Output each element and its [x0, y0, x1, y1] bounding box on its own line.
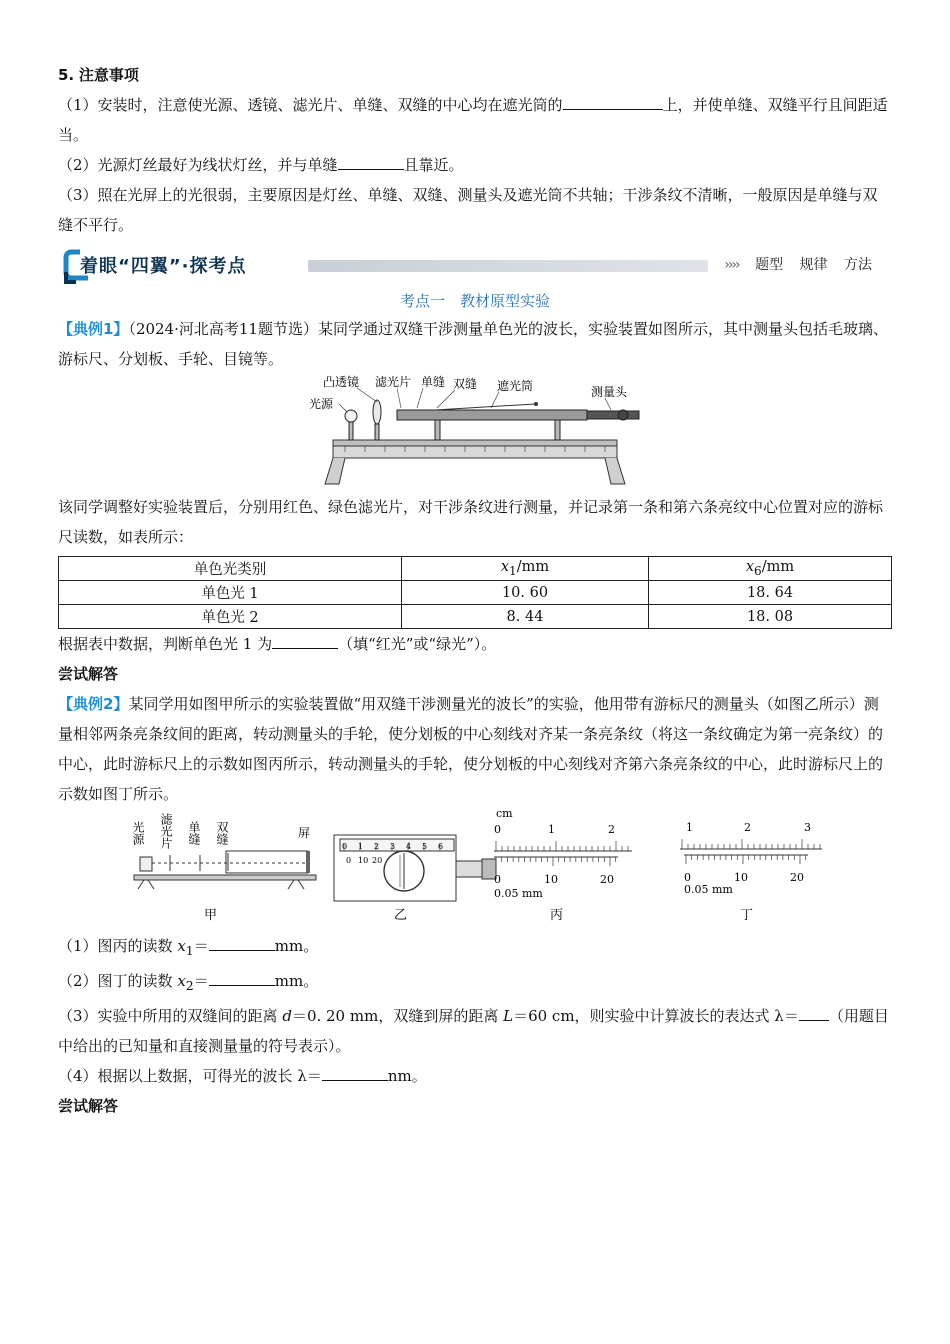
table-cell: 单色光 1	[59, 581, 402, 605]
jia-label: 屏	[298, 826, 311, 840]
notes-item-1	[58, 90, 892, 150]
example2-tag: 【典例2】	[58, 695, 129, 713]
label-measure-head: 测量头	[591, 385, 628, 399]
q1-var: x	[177, 937, 186, 955]
q3-L: L	[503, 1007, 514, 1025]
q3-d2: （用题目中给出的已知量和直接测量量的符号表示）。	[58, 1007, 889, 1055]
banner-bar	[308, 260, 708, 272]
q2-var: x	[177, 972, 186, 990]
banner-tag: 题型	[755, 257, 784, 273]
q1-post: mm。	[274, 937, 319, 955]
header-sub: 1	[509, 563, 517, 578]
header-sub: 6	[754, 563, 762, 578]
figure-ding	[680, 821, 822, 923]
q1-eq: ＝	[193, 937, 209, 955]
svg-text:2: 2	[744, 821, 751, 834]
svg-text:10: 10	[358, 856, 369, 865]
notes-item-1-pre: （1）安装时，注意使光源、透镜、滤光片、单缝、双缝的中心均在遮光筒的	[58, 96, 563, 114]
svg-text:1: 1	[548, 823, 555, 836]
svg-text:0: 0	[494, 873, 501, 886]
answer-blank[interactable]	[563, 93, 663, 110]
banner-title: 着眼“四翼”·探考点	[80, 256, 247, 277]
svg-text:5: 5	[422, 842, 428, 851]
svg-text:0: 0	[342, 842, 348, 851]
q3-d: d	[282, 1007, 292, 1025]
q2-sub: 2	[185, 978, 194, 993]
svg-text:20: 20	[600, 873, 614, 886]
q4-post: nm。	[387, 1067, 427, 1085]
table-row	[59, 581, 892, 605]
svg-text:10: 10	[734, 871, 748, 884]
notes-heading-text: 注意事项	[78, 66, 139, 84]
svg-text:1: 1	[358, 842, 364, 851]
svg-text:6: 6	[438, 842, 444, 851]
header-unit: /mm	[761, 559, 795, 576]
svg-text:10: 10	[544, 873, 558, 886]
caption-yi: 乙	[394, 908, 408, 923]
q2-post: mm。	[274, 972, 319, 990]
section-banner	[58, 248, 892, 288]
jia-label: 滤光片	[159, 813, 173, 849]
try-answer-label: 尝试解答	[58, 1097, 119, 1115]
table-cell: 18. 08	[649, 605, 892, 629]
svg-text:0: 0	[684, 871, 691, 884]
svg-text:4: 4	[406, 842, 412, 851]
notes-item-3: （3）照在光屏上的光很弱，主要原因是灯丝、单缝、双缝、测量头及遮光筒不共轴；干涉条纹不清晰，一般原因是单缝与双缝不平行。	[58, 186, 878, 234]
q2-eq: ＝	[193, 972, 209, 990]
svg-text:2: 2	[374, 842, 380, 851]
example1-tag: 【典例1】	[58, 320, 129, 338]
readings-table	[58, 556, 892, 629]
svg-text:3: 3	[804, 821, 811, 834]
jia-label: 光源	[131, 821, 145, 845]
table-header-row	[59, 557, 892, 581]
figure-jia	[131, 812, 316, 923]
label-tube: 遮光筒	[497, 379, 534, 393]
chevron-right-icon: ››››	[724, 257, 739, 273]
rail	[333, 446, 617, 458]
bing-precision: 0.05 mm	[494, 887, 543, 900]
table-cell: 8. 44	[402, 605, 649, 629]
example1-body: （2024·河北高考11题节选）某同学通过双缝干涉测量单色光的波长，实验装置如图所示，其中测量头包括毛玻璃、游标尺、分划板、手轮、目镜等。	[58, 320, 888, 368]
caption-ding: 丁	[740, 908, 754, 923]
jia-label: 双缝	[215, 821, 229, 845]
q3-a: （3）实验中所用的双缝间的距离	[58, 1007, 283, 1025]
jia-label: 单缝	[187, 821, 201, 845]
figure-bing	[494, 809, 632, 923]
svg-text:20: 20	[372, 856, 383, 865]
page	[58, 60, 892, 1121]
notes-item-2	[58, 150, 892, 180]
example1-after-figure: 该同学调整好实验装置后，分别用红色、绿色滤光片，对干涉条纹进行测量，并记录第一条和第六条亮纹中心位置对应的游标尺读数，如表所示：	[58, 498, 884, 546]
q2-pre: （2）图丁的读数	[58, 972, 178, 990]
question-3	[58, 1001, 892, 1061]
q3-b: ＝0. 20 mm，双缝到屏的距离	[291, 1007, 504, 1025]
bing-unit: cm	[496, 809, 513, 820]
header-var: x	[500, 559, 510, 576]
table-header	[649, 557, 892, 581]
label-single-slit: 单缝	[421, 375, 446, 389]
svg-text:3: 3	[390, 842, 396, 851]
header-var: x	[745, 559, 755, 576]
lens	[373, 400, 381, 424]
q3-c: ＝60 cm，则实验中计算波长的表达式 λ＝	[513, 1007, 799, 1025]
table-row	[59, 605, 892, 629]
table-cell: 18. 64	[649, 581, 892, 605]
tube	[397, 410, 587, 420]
answer-blank[interactable]	[338, 153, 404, 170]
banner-tag: 方法	[844, 257, 872, 273]
banner-tag: 规律	[799, 257, 828, 273]
handwheel	[618, 410, 628, 420]
example1-question-post: （填“红光”或“绿光”）。	[338, 635, 497, 653]
label-double-slit: 双缝	[453, 377, 478, 391]
caption-bing: 丙	[550, 908, 564, 923]
notes-item-1-post: 上，并使单缝、双缝平行且间距适当。	[58, 96, 888, 144]
notes-heading-num: 5.	[58, 66, 75, 84]
notes-item-2-post: 且靠近。	[403, 156, 464, 174]
table-cell: 单色光 2	[59, 605, 402, 629]
label-lens: 凸透镜	[323, 375, 360, 389]
notes-heading	[58, 60, 892, 90]
answer-blank[interactable]	[799, 1004, 829, 1021]
left-leg	[325, 458, 345, 484]
lever	[435, 404, 535, 410]
apparatus-figure	[305, 374, 645, 492]
q4-pre: （4）根据以上数据，可得光的波长 λ＝	[58, 1067, 322, 1085]
table-cell: 10. 60	[402, 581, 649, 605]
example1-question	[58, 629, 892, 659]
table-header: 单色光类别	[59, 557, 402, 581]
svg-text:2: 2	[608, 823, 615, 836]
label-source: 光源	[309, 397, 334, 411]
answer-blank[interactable]	[209, 934, 275, 951]
svg-text:20: 20	[790, 871, 804, 884]
answer-blank[interactable]	[209, 969, 275, 986]
svg-text:0: 0	[346, 856, 352, 865]
measure-head	[587, 411, 639, 419]
notes-item-2-pre: （2）光源灯丝最好为线状灯丝，并与单缝	[58, 156, 338, 174]
label-filter: 滤光片	[375, 375, 412, 389]
example1-text	[58, 314, 892, 374]
question-4	[58, 1061, 892, 1091]
caption-jia: 甲	[204, 908, 218, 923]
try-answer-label: 尝试解答	[58, 665, 119, 683]
banner-tags	[712, 254, 872, 274]
answer-blank[interactable]	[272, 632, 338, 649]
rail-top	[333, 440, 617, 446]
figure-yi	[334, 835, 496, 923]
example2-text	[58, 689, 892, 809]
question-2	[58, 966, 892, 1001]
table-header	[402, 557, 649, 581]
example1-question-pre: 根据表中数据，判断单色光 1 为	[58, 635, 273, 653]
q1-pre: （1）图丙的读数	[58, 937, 178, 955]
svg-text:1: 1	[686, 821, 693, 834]
header-unit: /mm	[516, 559, 550, 576]
q1-sub: 1	[185, 943, 194, 958]
right-leg	[605, 458, 625, 484]
answer-blank[interactable]	[322, 1064, 388, 1081]
question-1	[58, 931, 892, 966]
example2-body: 某同学用如图甲所示的实验装置做“用双缝干涉测量光的波长”的实验，他用带有游标尺的测量头（如图乙所示）测量相邻两条亮条纹间的距离，转动测量头的手轮，使分划板的中心刻线对齐某一条亮条纹（将这一条纹确定为第一亮条纹）的中心，此时游标尺上的示数如图丙所示，转动测量头的手轮，使分划板的中心刻线对齐第六条亮条纹的中心，此时游标尺上的示数如图丁所示。	[58, 695, 884, 803]
ding-precision: 0.05 mm	[684, 883, 733, 896]
section-title: 考点一 教材原型实验	[399, 292, 550, 310]
figures-row	[58, 809, 892, 927]
svg-text:0: 0	[494, 823, 501, 836]
